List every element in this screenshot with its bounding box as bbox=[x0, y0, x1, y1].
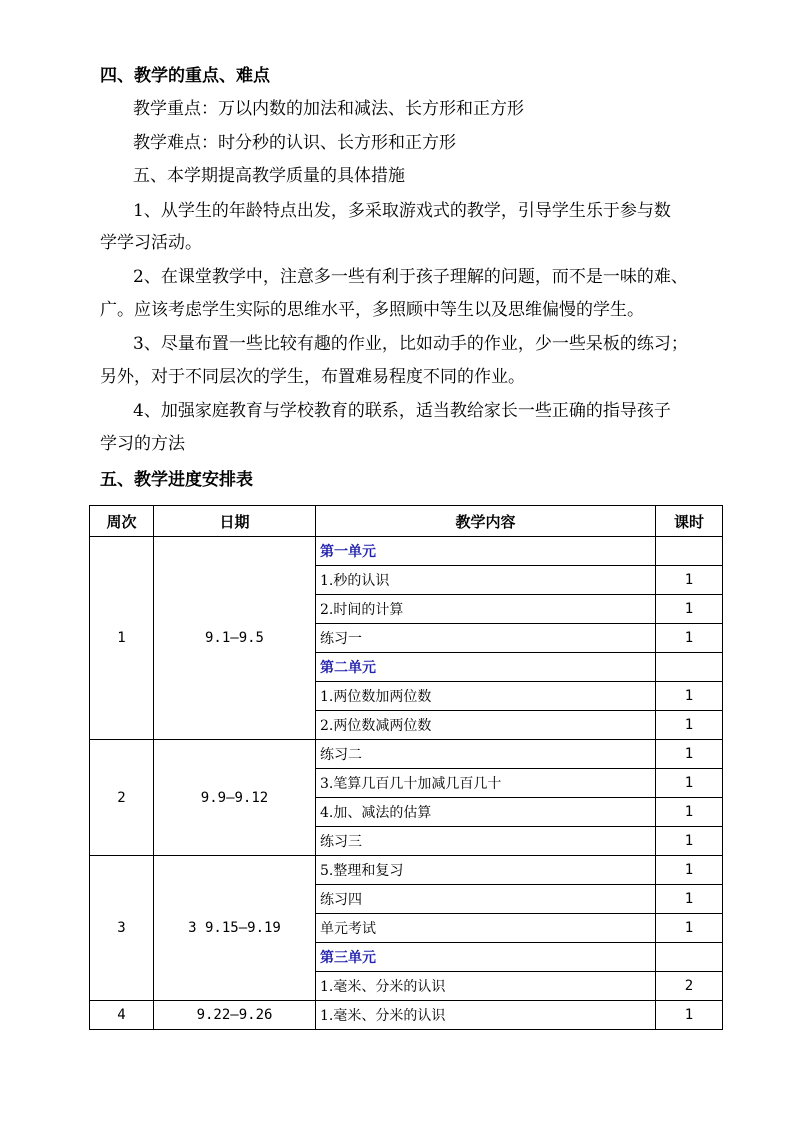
content-cell: 1.秒的认识 bbox=[316, 566, 656, 595]
hours-cell: 1 bbox=[656, 1001, 723, 1030]
date-cell: 9.9—9.12 bbox=[154, 740, 316, 856]
hours-cell: 1 bbox=[656, 740, 723, 769]
content-cell: 1.毫米、分米的认识 bbox=[316, 972, 656, 1001]
hours-cell: 1 bbox=[656, 566, 723, 595]
week-cell: 1 bbox=[90, 537, 154, 740]
measure-2-line1: 2、在课堂教学中，注意多一些有利于孩子理解的问题，而不是一味的难、 bbox=[133, 267, 688, 287]
content-cell: 2.时间的计算 bbox=[316, 595, 656, 624]
week-cell: 2 bbox=[90, 740, 154, 856]
week-cell: 3 bbox=[90, 856, 154, 1001]
content-cell: 单元考试 bbox=[316, 914, 656, 943]
schedule-header-row bbox=[90, 506, 723, 537]
content-cell: 练习三 bbox=[316, 827, 656, 856]
week-cell: 4 bbox=[90, 1001, 154, 1030]
table-row bbox=[90, 740, 723, 769]
hours-cell: 1 bbox=[656, 885, 723, 914]
table-row bbox=[90, 537, 723, 566]
measure-3-line1: 3、尽量布置一些比较有趣的作业，比如动手的作业，少一些呆板的练习； bbox=[133, 334, 688, 354]
date-cell: 9.22—9.26 bbox=[154, 1001, 316, 1030]
hours-cell: 1 bbox=[656, 711, 723, 740]
column-header-week: 周次 bbox=[90, 506, 154, 537]
hours-cell: 1 bbox=[656, 856, 723, 885]
date-cell: 9.1—9.5 bbox=[154, 537, 316, 740]
schedule-heading: 五、教学进度安排表 bbox=[100, 470, 253, 490]
column-header-content: 教学内容 bbox=[316, 506, 656, 537]
hours-cell-empty bbox=[656, 943, 723, 972]
table-row bbox=[90, 856, 723, 885]
hours-cell: 1 bbox=[656, 798, 723, 827]
schedule-table bbox=[89, 505, 723, 1030]
table-row bbox=[90, 1001, 723, 1030]
hours-cell: 1 bbox=[656, 914, 723, 943]
content-cell: 练习二 bbox=[316, 740, 656, 769]
measure-3-line2: 另外，对于不同层次的学生，布置难易程度不同的作业。 bbox=[100, 367, 525, 387]
hours-cell-empty bbox=[656, 653, 723, 682]
unit-title-cell: 第一单元 bbox=[316, 537, 656, 566]
measure-1-line1: 1、从学生的年龄特点出发，多采取游戏式的教学，引导学生乐于参与数 bbox=[133, 201, 671, 221]
difficulties-line: 教学难点：时分秒的认识、长方形和正方形 bbox=[133, 133, 456, 153]
hours-cell: 1 bbox=[656, 624, 723, 653]
hours-cell: 1 bbox=[656, 827, 723, 856]
measure-4-line2: 学习的方法 bbox=[100, 434, 185, 454]
hours-cell: 2 bbox=[656, 972, 723, 1001]
content-cell: 2.两位数减两位数 bbox=[316, 711, 656, 740]
column-header-hours: 课时 bbox=[656, 506, 723, 537]
hours-cell-empty bbox=[656, 537, 723, 566]
section4-heading: 四、教学的重点、难点 bbox=[100, 66, 270, 86]
hours-cell: 1 bbox=[656, 682, 723, 711]
measure-1-line2: 学学习活动。 bbox=[100, 233, 202, 253]
unit-title-cell: 第三单元 bbox=[316, 943, 656, 972]
content-cell: 5.整理和复习 bbox=[316, 856, 656, 885]
content-cell: 1.两位数加两位数 bbox=[316, 682, 656, 711]
content-cell: 练习四 bbox=[316, 885, 656, 914]
measure-4-line1: 4、加强家庭教育与学校教育的联系，适当教给家长一些正确的指导孩子 bbox=[133, 401, 671, 421]
schedule-body bbox=[90, 537, 723, 1030]
hours-cell: 1 bbox=[656, 769, 723, 798]
content-cell: 4.加、减法的估算 bbox=[316, 798, 656, 827]
content-cell: 1.毫米、分米的认识 bbox=[316, 1001, 656, 1030]
column-header-date: 日期 bbox=[154, 506, 316, 537]
content-cell: 3.笔算几百几十加减几百几十 bbox=[316, 769, 656, 798]
hours-cell: 1 bbox=[656, 595, 723, 624]
measure-2-line2: 广。应该考虑学生实际的思维水平，多照顾中等生以及思维偏慢的学生。 bbox=[100, 300, 644, 320]
content-cell: 练习一 bbox=[316, 624, 656, 653]
key-points-line: 教学重点：万以内数的加法和减法、长方形和正方形 bbox=[133, 99, 524, 119]
date-cell: 3 9.15—9.19 bbox=[154, 856, 316, 1001]
unit-title-cell: 第二单元 bbox=[316, 653, 656, 682]
measures-heading: 五、本学期提高教学质量的具体措施 bbox=[133, 166, 405, 186]
